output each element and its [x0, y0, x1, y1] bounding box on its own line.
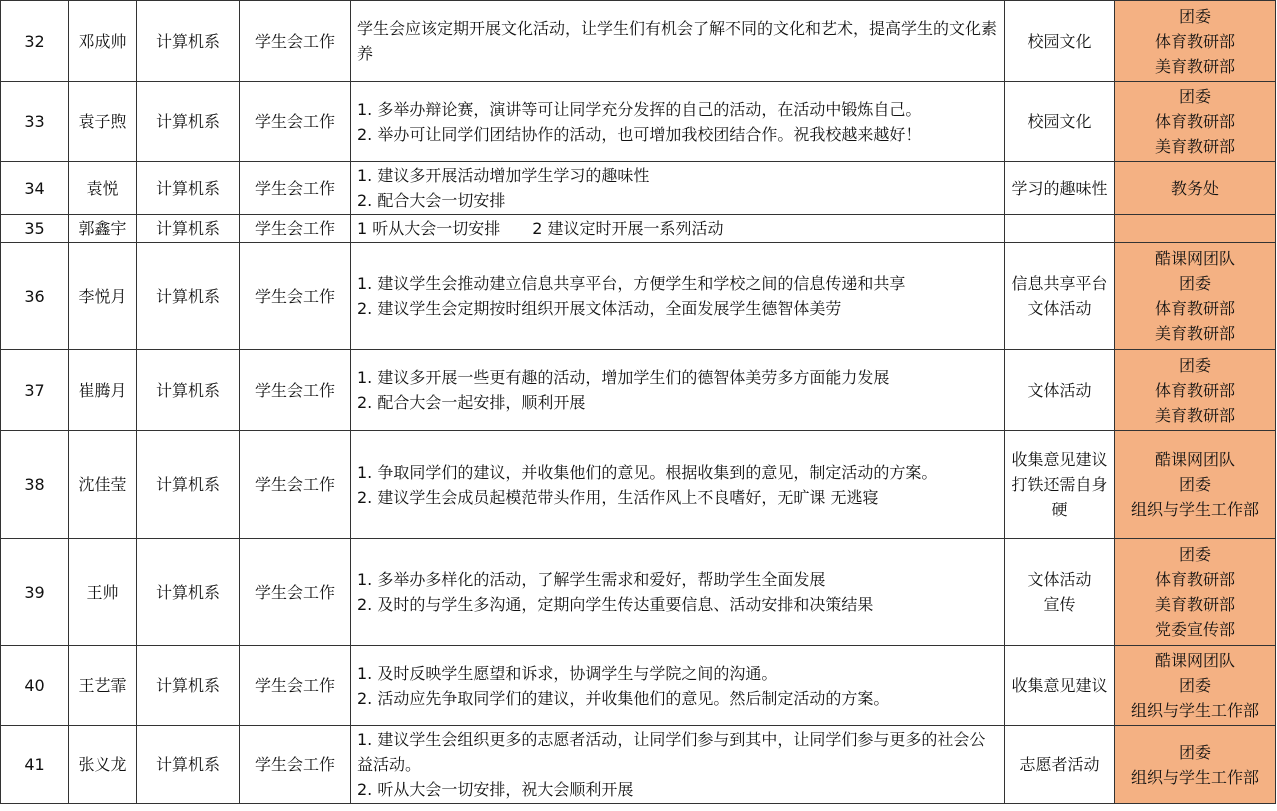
unit-line: 组织与学生工作部	[1130, 767, 1259, 787]
unit-line: 党委宣传部	[1154, 620, 1235, 639]
suggestion-line: 1. 建议学生会组织更多的志愿者活动，让同学们参与到其中，让同学们参与更多的社会公益活动。	[357, 730, 986, 774]
suggestion-cell	[351, 82, 1005, 162]
category-cell	[1005, 646, 1115, 726]
unit-line: 美育教研部	[1154, 324, 1235, 343]
table-body	[1, 1, 1276, 804]
department-cell: 计算机系	[137, 431, 240, 539]
category-line: 宣传	[1043, 595, 1076, 614]
suggestion-cell	[351, 431, 1005, 539]
suggestion-line: 2. 举办可让同学们团结协作的活动，也可增加我校团结合作。祝我校越来越好！	[357, 124, 922, 144]
suggestion-cell	[351, 726, 1005, 804]
category-cell	[1005, 162, 1115, 215]
suggestion-cell	[351, 215, 1005, 243]
row-number-cell: 32	[1, 1, 69, 82]
topic-cell: 学生会工作	[240, 539, 351, 646]
department-cell: 计算机系	[137, 726, 240, 804]
student-name-cell: 袁悦	[69, 162, 137, 215]
category-line: 收集意见建议	[1011, 450, 1108, 469]
topic-cell: 学生会工作	[240, 646, 351, 726]
department-cell: 计算机系	[137, 646, 240, 726]
department-cell: 计算机系	[137, 162, 240, 215]
unit-line: 教务处	[1170, 178, 1219, 198]
student-name-cell: 沈佳莹	[69, 431, 137, 539]
category-line: 文体活动	[1027, 299, 1092, 318]
row-number-cell: 36	[1, 243, 69, 350]
topic-cell: 学生会工作	[240, 162, 351, 215]
topic-cell: 学生会工作	[240, 243, 351, 350]
category-cell	[1005, 243, 1115, 350]
unit-line: 体育教研部	[1154, 31, 1235, 51]
student-name-cell: 李悦月	[69, 243, 137, 350]
table-row	[1, 646, 1276, 726]
category-cell	[1005, 350, 1115, 431]
responsible-units-cell	[1115, 726, 1276, 804]
suggestion-cell	[351, 243, 1005, 350]
responsible-units-cell	[1115, 243, 1276, 350]
topic-cell: 学生会工作	[240, 350, 351, 431]
suggestion-line: 2. 建议学生会成员起模范带头作用，生活作风上不良嗜好，无旷课 无逃寝	[357, 487, 879, 507]
unit-line: 团委	[1178, 742, 1211, 762]
unit-line: 酷课网团队	[1154, 249, 1235, 268]
responsible-units-cell	[1115, 431, 1276, 539]
table-row	[1, 726, 1276, 804]
table-row	[1, 162, 1276, 215]
category-cell	[1005, 215, 1115, 243]
category-line: 志愿者活动	[1019, 755, 1100, 774]
topic-cell: 学生会工作	[240, 1, 351, 82]
table-row	[1, 539, 1276, 646]
responsible-units-cell	[1115, 1, 1276, 82]
unit-line: 团委	[1178, 274, 1211, 293]
topic-cell: 学生会工作	[240, 82, 351, 162]
suggestion-line: 1. 及时反映学生愿望和诉求，协调学生与学院之间的沟通。	[357, 663, 778, 683]
responsible-units-cell	[1115, 215, 1276, 243]
student-name-cell: 张义龙	[69, 726, 137, 804]
category-line: 信息共享平台	[1011, 274, 1108, 293]
table-row	[1, 350, 1276, 431]
unit-line: 体育教研部	[1154, 112, 1235, 131]
department-cell: 计算机系	[137, 215, 240, 243]
unit-line: 美育教研部	[1154, 56, 1235, 76]
suggestion-line: 2. 配合大会一起安排，顺利开展	[357, 393, 586, 412]
category-cell	[1005, 1, 1115, 82]
student-name-cell: 崔腾月	[69, 350, 137, 431]
row-number-cell: 39	[1, 539, 69, 646]
suggestion-line: 1. 多举办多样化的活动，了解学生需求和爱好，帮助学生全面发展	[357, 570, 826, 589]
department-cell: 计算机系	[137, 539, 240, 646]
unit-line: 体育教研部	[1154, 299, 1235, 318]
row-number-cell: 34	[1, 162, 69, 215]
suggestion-line: 1. 建议学生会推动建立信息共享平台，方便学生和学校之间的信息传递和共享	[357, 274, 906, 293]
suggestion-line: 1. 争取同学们的建议，并收集他们的意见。根据收集到的意见，制定活动的方案。	[357, 462, 938, 482]
department-cell: 计算机系	[137, 350, 240, 431]
department-cell: 计算机系	[137, 243, 240, 350]
student-name-cell: 袁子煦	[69, 82, 137, 162]
row-number-cell: 40	[1, 646, 69, 726]
unit-line: 团委	[1178, 87, 1211, 106]
category-cell	[1005, 82, 1115, 162]
unit-line: 团委	[1178, 676, 1211, 695]
responsible-units-cell	[1115, 82, 1276, 162]
table-row	[1, 215, 1276, 243]
table-row	[1, 1, 1276, 82]
suggestion-cell	[351, 646, 1005, 726]
suggestion-line: 1. 建议多开展活动增加学生学习的趣味性	[357, 166, 650, 185]
suggestion-line: 1. 建议多开展一些更有趣的活动，增加学生们的德智体美劳多方面能力发展	[357, 368, 890, 387]
row-number-cell: 35	[1, 215, 69, 243]
unit-line: 组织与学生工作部	[1130, 500, 1259, 519]
unit-line: 体育教研部	[1154, 570, 1235, 589]
suggestion-cell	[351, 162, 1005, 215]
unit-line: 团委	[1178, 6, 1211, 26]
table-row	[1, 431, 1276, 539]
responsible-units-cell	[1115, 350, 1276, 431]
suggestion-line: 2. 建议学生会定期按时组织开展文体活动，全面发展学生德智体美劳	[357, 299, 842, 318]
unit-line: 组织与学生工作部	[1130, 701, 1259, 720]
department-cell: 计算机系	[137, 1, 240, 82]
suggestion-line: 1 听从大会一切安排 2 建议定时开展一系列活动	[357, 219, 724, 238]
suggestion-cell	[351, 350, 1005, 431]
category-cell	[1005, 539, 1115, 646]
suggestion-line: 2. 活动应先争取同学们的建议，并收集他们的意见。然后制定活动的方案。	[357, 688, 890, 708]
responsible-units-cell	[1115, 539, 1276, 646]
student-name-cell: 王艺霏	[69, 646, 137, 726]
topic-cell: 学生会工作	[240, 215, 351, 243]
category-line: 文体活动	[1027, 570, 1092, 589]
suggestion-line: 学生会应该定期开展文化活动，让学生们有机会了解不同的文化和艺术，提高学生的文化素养	[357, 19, 998, 63]
table-row	[1, 243, 1276, 350]
row-number-cell: 38	[1, 431, 69, 539]
responsible-units-cell	[1115, 162, 1276, 215]
department-cell: 计算机系	[137, 82, 240, 162]
student-name-cell: 王帅	[69, 539, 137, 646]
category-cell	[1005, 431, 1115, 539]
row-number-cell: 33	[1, 82, 69, 162]
category-line: 学习的趣味性	[1011, 178, 1108, 198]
topic-cell: 学生会工作	[240, 726, 351, 804]
unit-line: 团委	[1178, 355, 1211, 375]
table-row	[1, 82, 1276, 162]
category-line: 打铁还需自身硬	[1011, 475, 1108, 519]
unit-line: 体育教研部	[1154, 380, 1235, 400]
suggestion-line: 2. 听从大会一切安排，祝大会顺利开展	[357, 780, 634, 799]
category-line: 校园文化	[1027, 112, 1092, 131]
category-line: 文体活动	[1027, 380, 1092, 400]
suggestion-line: 1. 多举办辩论赛，演讲等可让同学充分发挥的自己的活动，在活动中锻炼自己。	[357, 99, 922, 119]
row-number-cell: 41	[1, 726, 69, 804]
suggestion-line: 2. 配合大会一切安排	[357, 191, 506, 210]
unit-line: 酷课网团队	[1154, 450, 1235, 469]
unit-line: 美育教研部	[1154, 595, 1235, 614]
unit-line: 团委	[1178, 475, 1211, 494]
suggestion-line: 2. 及时的与学生多沟通，定期向学生传达重要信息、活动安排和决策结果	[357, 595, 874, 614]
suggestion-cell	[351, 539, 1005, 646]
unit-line: 团委	[1178, 545, 1211, 564]
student-name-cell: 郭鑫宇	[69, 215, 137, 243]
responsible-units-cell	[1115, 646, 1276, 726]
category-line: 收集意见建议	[1011, 676, 1108, 695]
student-name-cell: 邓成帅	[69, 1, 137, 82]
suggestion-cell	[351, 1, 1005, 82]
category-line: 校园文化	[1027, 31, 1092, 51]
unit-line: 美育教研部	[1154, 405, 1235, 425]
category-cell	[1005, 726, 1115, 804]
topic-cell: 学生会工作	[240, 431, 351, 539]
row-number-cell: 37	[1, 350, 69, 431]
unit-line: 美育教研部	[1154, 137, 1235, 156]
unit-line: 酷课网团队	[1154, 651, 1235, 670]
